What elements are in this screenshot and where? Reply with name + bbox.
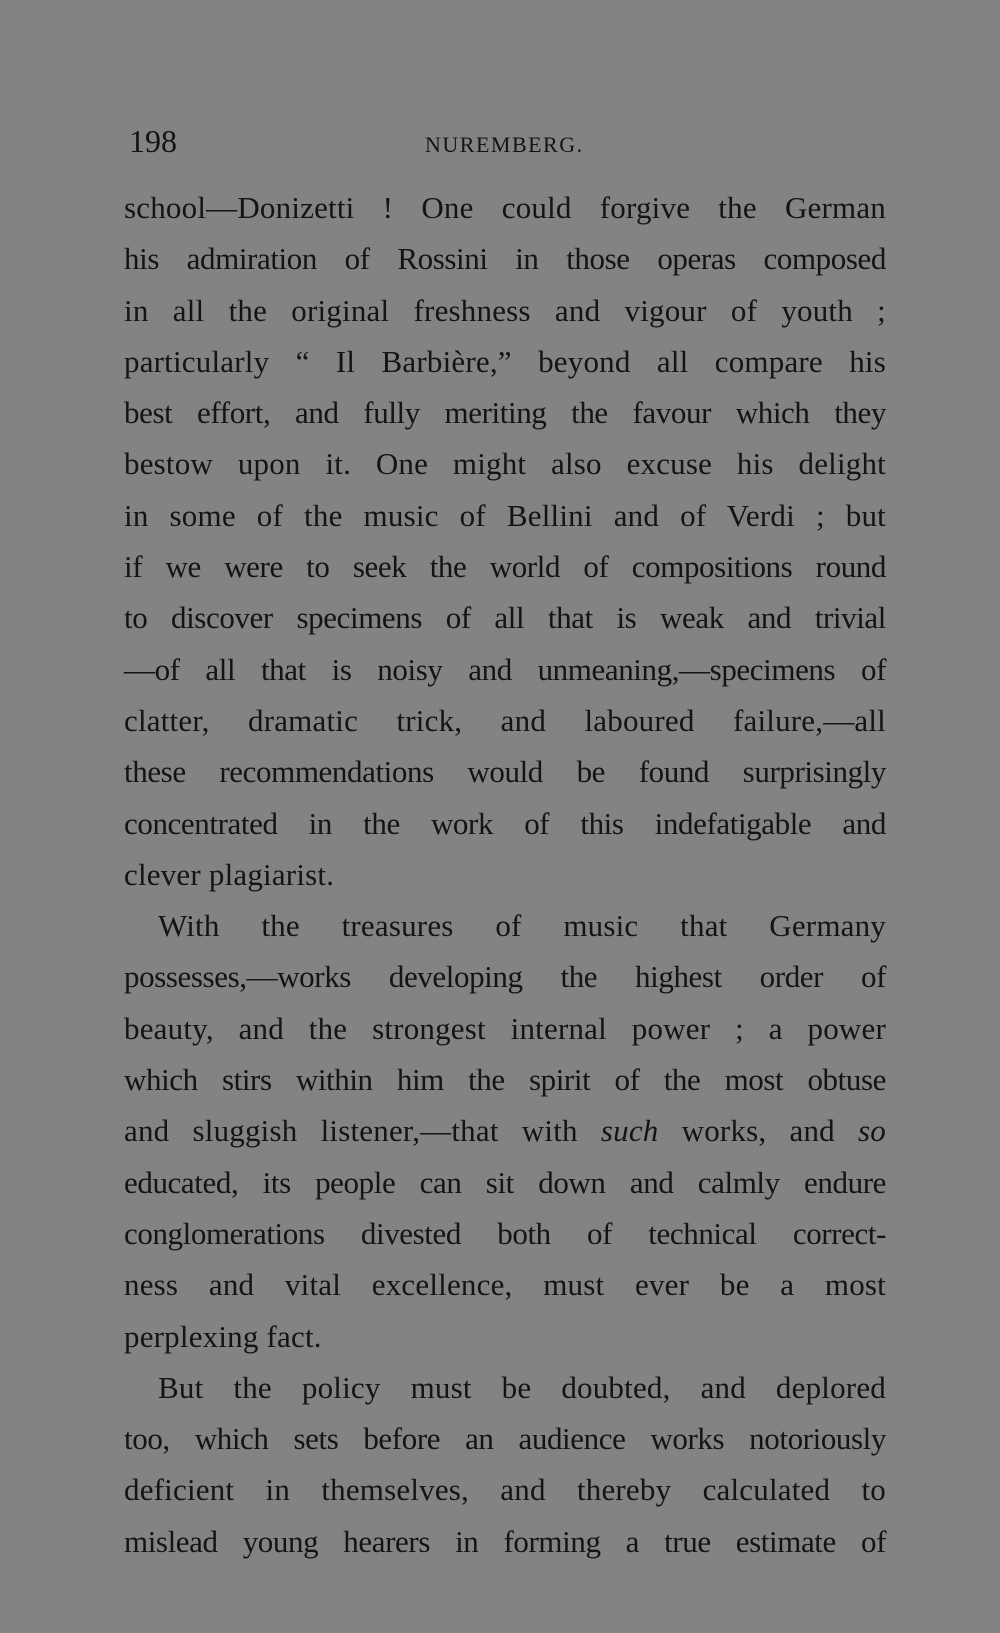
running-head: [125, 124, 887, 164]
text-line: in all the original freshness and vigour of youth ;: [124, 292, 886, 328]
text-line: best effort, and fully meriting the favour which they: [124, 395, 886, 431]
text-line: beauty, and the strongest internal power ; a power: [124, 1010, 886, 1046]
text-line: conglomerations divested both of technical correct-: [124, 1215, 886, 1251]
text-line: bestow upon it. One might also excuse his delight: [124, 446, 886, 482]
paragraph-3: [124, 1362, 886, 1567]
text-line: particularly “ Il Barbière,” beyond all compare his: [124, 343, 886, 379]
paragraph-2: [124, 900, 886, 1362]
text-line: these recommendations would be found surprisingly: [124, 754, 886, 790]
text-line: if we were to seek the world of compositions round: [124, 549, 886, 585]
text-line: to discover specimens of all that is weak and trivial: [124, 600, 886, 636]
text-segment: and sluggish listener,—that with: [124, 1113, 601, 1149]
text-line: possesses,—works developing the highest order of: [124, 959, 886, 995]
text-line: in some of the music of Bellini and of Verdi ; but: [124, 497, 886, 533]
page-number: 198: [129, 123, 177, 159]
text-line: mislead young hearers in forming a true estimate of: [124, 1523, 886, 1559]
text-line: ness and vital excellence, must ever be a most: [124, 1267, 886, 1303]
text-segment: works, and: [658, 1113, 859, 1149]
text-line: But the policy must be doubted, and deplored: [158, 1369, 886, 1405]
text-line: clatter, dramatic trick, and laboured failure,—all: [124, 702, 886, 738]
text-line: clever plagiarist.: [124, 856, 335, 892]
running-title: NUREMBERG.: [425, 132, 584, 157]
text-line: educated, its people can sit down and calmly endure: [124, 1164, 886, 1200]
text-line: With the treasures of music that Germany: [158, 908, 886, 944]
text-line: his admiration of Rossini in those operas composed: [124, 241, 886, 277]
text-line: too, which sets before an audience works notoriously: [124, 1421, 886, 1457]
italic-word: such: [600, 1113, 659, 1149]
italic-word: so: [858, 1113, 886, 1149]
text-line: deficient in themselves, and thereby calculated to: [124, 1472, 886, 1508]
text-line: perplexing fact.: [124, 1318, 322, 1354]
text-line: concentrated in the work of this indefatigable and: [124, 805, 886, 841]
text-line: —of all that is noisy and unmeaning,—specimens of: [124, 651, 886, 687]
text-line: school—Donizetti ! One could forgive the German: [124, 190, 886, 225]
text-line: which stirs within him the spirit of the most obtuse: [124, 1062, 886, 1098]
text-line: [124, 1105, 886, 1156]
paragraph-1: [124, 182, 886, 900]
body-text: [124, 182, 886, 1567]
